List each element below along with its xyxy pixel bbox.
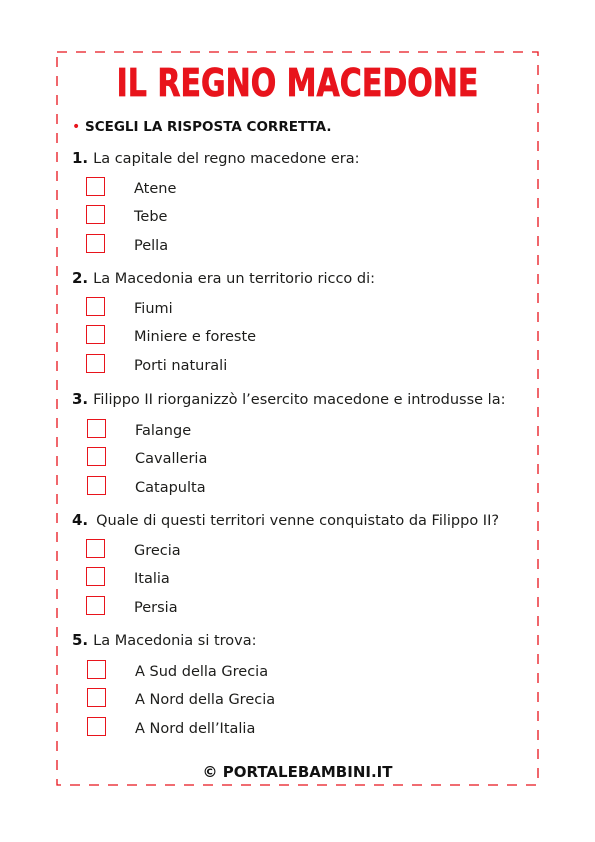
question-text: Quale di questi territori venne conquistato da Filippo II?: [96, 513, 500, 529]
answer-checkbox[interactable]: [87, 447, 106, 466]
question-2-line: [72, 268, 375, 288]
option-label: Porti naturali: [134, 357, 228, 374]
page-title: IL REGNO MACEDONE: [116, 61, 479, 105]
question-number: 1.: [72, 149, 89, 167]
question-3-line: [72, 389, 505, 409]
question-1: [0, 148, 595, 260]
option-row: [0, 658, 595, 686]
answer-checkbox[interactable]: [86, 354, 105, 373]
question-4-line: [72, 510, 499, 530]
answer-checkbox[interactable]: [86, 234, 105, 253]
option-row: [0, 232, 595, 260]
option-row: [0, 474, 595, 502]
option-row: [0, 594, 595, 622]
option-label: Fiumi: [134, 300, 173, 317]
option-row: [0, 175, 595, 203]
answer-checkbox[interactable]: [86, 297, 105, 316]
answer-checkbox[interactable]: [87, 688, 106, 707]
question-number: 2.: [72, 269, 89, 287]
question-5-line: [72, 630, 257, 650]
option-row: [0, 565, 595, 593]
option-label: Pella: [134, 237, 169, 254]
option-label: Atene: [134, 180, 177, 197]
option-label: Cavalleria: [135, 451, 208, 468]
option-label: Persia: [134, 599, 178, 616]
answer-checkbox[interactable]: [87, 660, 106, 679]
answer-checkbox[interactable]: [86, 596, 105, 615]
option-row: [0, 352, 595, 380]
option-label: Italia: [134, 571, 170, 588]
answer-checkbox[interactable]: [86, 539, 105, 558]
question-number: 3.: [72, 390, 89, 408]
options-list: [0, 295, 595, 380]
option-label: Grecia: [134, 542, 181, 559]
option-label: Tebe: [134, 209, 168, 226]
answer-checkbox[interactable]: [87, 419, 106, 438]
answer-checkbox[interactable]: [86, 205, 105, 224]
option-row: [0, 537, 595, 565]
question-text: La capitale del regno macedone era:: [93, 151, 360, 167]
option-label: Falange: [135, 422, 192, 439]
answer-checkbox[interactable]: [87, 476, 106, 495]
answer-checkbox[interactable]: [87, 717, 106, 736]
options-list: [0, 175, 595, 260]
option-row: [0, 715, 595, 743]
copyright-footer: © PORTALEBAMBINI.IT: [202, 763, 393, 781]
option-label: A Nord della Grecia: [135, 692, 276, 709]
option-row: [0, 323, 595, 351]
question-1-line: [72, 148, 360, 168]
question-number: 5.: [72, 631, 89, 649]
option-label: A Nord dell’Italia: [135, 720, 256, 737]
question-4: [0, 510, 595, 622]
answer-checkbox[interactable]: [86, 177, 105, 196]
options-list: [0, 537, 595, 622]
instruction-bullet: •: [72, 119, 81, 135]
question-2: [0, 268, 595, 380]
question-text: Filippo II riorganizzò l’esercito macedone e introdusse la:: [93, 392, 506, 408]
option-row: [0, 417, 595, 445]
option-label: Catapulta: [135, 479, 206, 496]
option-row: [0, 203, 595, 231]
options-list: [0, 658, 595, 743]
option-row: [0, 445, 595, 473]
answer-checkbox[interactable]: [86, 325, 105, 344]
question-number: 4.: [72, 511, 89, 529]
question-3: [0, 389, 595, 501]
instruction-text: SCEGLI LA RISPOSTA CORRETTA.: [85, 119, 332, 135]
option-row: [0, 686, 595, 714]
option-label: Miniere e foreste: [134, 329, 257, 346]
question-text: La Macedonia si trova:: [93, 633, 257, 649]
question-text: La Macedonia era un territorio ricco di:: [93, 271, 376, 287]
answer-checkbox[interactable]: [86, 567, 105, 586]
instruction-line: [72, 117, 331, 135]
option-label: A Sud della Grecia: [135, 663, 269, 680]
question-5: [0, 630, 595, 742]
options-list: [0, 417, 595, 502]
option-row: [0, 295, 595, 323]
